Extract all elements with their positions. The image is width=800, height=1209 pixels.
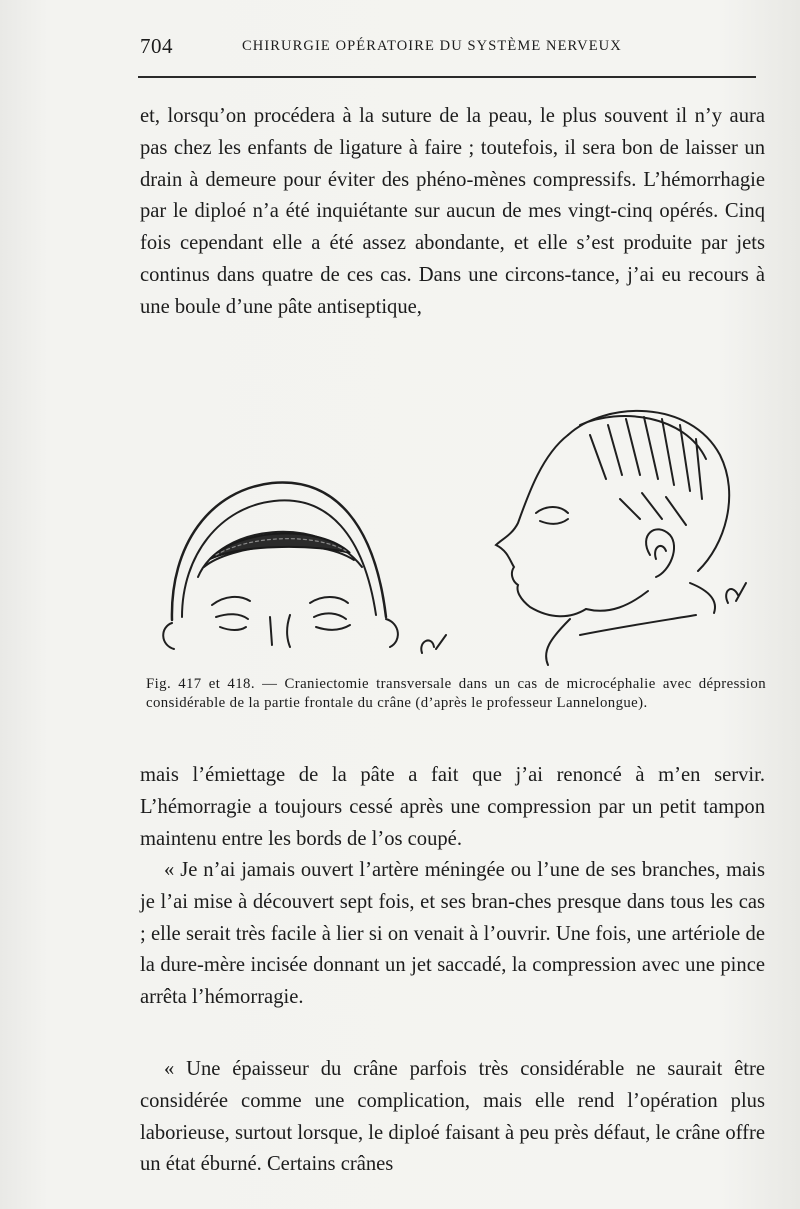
figure-417-418 — [150, 395, 770, 670]
profile-view-head-drawing — [496, 411, 746, 665]
running-head: CHIRURGIE OPÉRATOIRE DU SYSTÈME NERVEUX — [242, 38, 622, 54]
page-header — [140, 34, 760, 64]
paragraph-1: et, lorsqu’on procédera à la suture de la peau, le plus souvent il n’y aura pas chez les enfants de ligature à faire ; toutefois, il sera bon de laisser un drain à demeure pour éviter des phéno-mènes compressifs. L’hémorrhagie par le diploé n’a été inquiétante sur aucun de mes vingt-cinq opérés. Cinq fois cependant elle a été assez abondante, et elle s’est produite par jets continus dans quatre de ces cas. Dans une circons-tance, j’ai eu recours à une boule d’une pâte antiseptique, — [140, 105, 765, 318]
front-view-head-drawing — [163, 482, 446, 653]
page-number: 704 — [140, 34, 173, 58]
header-rule — [138, 76, 756, 78]
figure-illustration — [150, 395, 770, 670]
figure-caption-label: Fig. 417 et 418. — [146, 676, 255, 692]
figure-caption — [146, 675, 766, 713]
paragraph-3: « Je n’ai jamais ouvert l’artère méningée ou l’une de ses branches, mais je l’ai mise à découvert sept fois, et ses bran-ches presque dans tous les cas ; elle serait très facile à lier si on venait à l’ouvrir. Une fois, une artériole de la dure-mère incisée donnant un jet saccadé, la compression avec une pince arrêta l’hémorragie. — [140, 859, 765, 1009]
paragraph-2: mais l’émiettage de la pâte a fait que j’ai renoncé à m’en servir. L’hémorragie a toujours cessé après une compression par un petit tampon maintenu entre les bords de l’os coupé. — [140, 764, 765, 850]
paragraph-4: « Une épaisseur du crâne parfois très considérable ne saurait être considérée comme une complication, mais elle rend l’opération plus laborieuse, surtout lorsque, le diploé faisant à peu près défaut, le crâne offre un état éburné. Certains crânes — [140, 1058, 765, 1176]
figure-caption-text: — Craniectomie transversale dans un cas de microcéphalie avec dépression considérable de la partie frontale du crâne (d’après le professeur Lannelongue). — [146, 676, 766, 711]
